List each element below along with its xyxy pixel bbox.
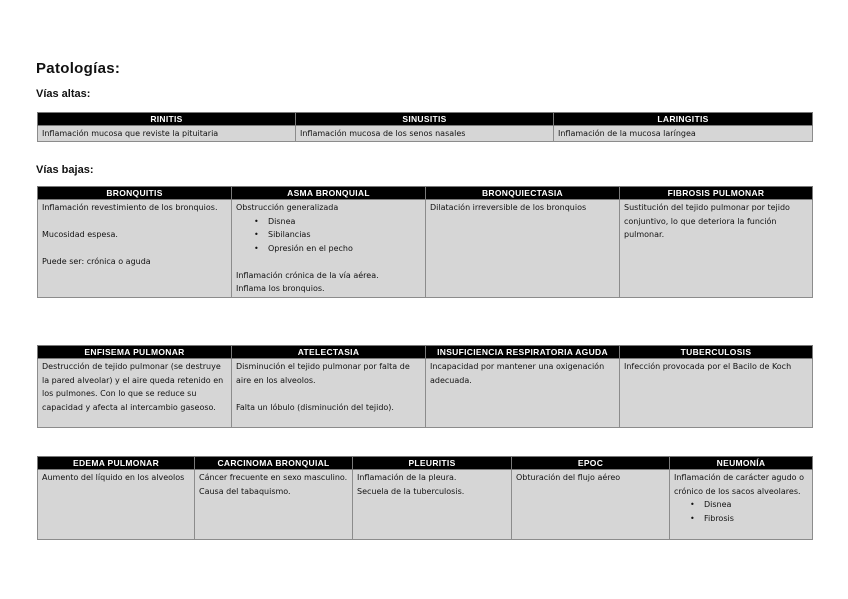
cell-atelectasia: [232, 359, 426, 428]
table-row: [38, 126, 813, 142]
cell-neumonia: [670, 470, 813, 540]
header-bronquitis: BRONQUITIS: [38, 187, 232, 200]
asma-symptom-list: [236, 215, 421, 256]
table-row: [38, 200, 813, 298]
header-pleuritis: PLEURITIS: [353, 457, 512, 470]
list-item: • Sibilancias: [254, 228, 421, 242]
cell-tuberculosis: Infección provocada por el Bacilo de Koch: [620, 359, 813, 428]
bronquitis-type: Puede ser: crónica o aguda: [42, 257, 151, 266]
cell-bronquiectasia: Dilatación irreversible de los bronquios: [426, 200, 620, 298]
pleuritis-cause: Secuela de la tuberculosis.: [357, 486, 465, 496]
table-row: [38, 470, 813, 540]
table-header-row: [38, 457, 813, 470]
table-header-row: [38, 187, 813, 200]
asma-intro: Obstrucción generalizada: [236, 203, 339, 212]
cell-asma-bronquial: [232, 200, 426, 298]
table-row: [38, 359, 813, 428]
cell-sinusitis: Inflamación mucosa de los senos nasales: [296, 126, 554, 142]
header-epoc: EPOC: [512, 457, 670, 470]
carcinoma-definition: Cáncer frecuente en sexo masculino.: [199, 473, 348, 482]
cell-bronquitis: [38, 200, 232, 298]
header-asma-bronquial: ASMA BRONQUIAL: [232, 187, 426, 200]
upper-airways-heading: Vías altas:: [36, 88, 91, 100]
list-item: • Fibrosis: [690, 512, 808, 526]
cell-insuficiencia-respiratoria: Incapacidad por mantener una oxigenación adecuada.: [426, 359, 620, 428]
header-atelectasia: ATELECTASIA: [232, 346, 426, 359]
page-title: Patologías:: [36, 60, 121, 77]
asma-line-2: Inflama los bronquios.: [236, 284, 325, 293]
header-neumonia: NEUMONÍA: [670, 457, 813, 470]
pleuritis-definition: Inflamación de la pleura.: [357, 473, 457, 482]
header-tuberculosis: TUBERCULOSIS: [620, 346, 813, 359]
cell-enfisema-pulmonar: Destrucción de tejido pulmonar (se destruye la pared alveolar) y el aire queda retenido en los pulmones. Con lo que se reduce su capacidad y afecta al intercambio gaseoso.: [38, 359, 232, 428]
cell-rinitis: Inflamación mucosa que reviste la pituitaria: [38, 126, 296, 142]
header-sinusitis: SINUSITIS: [296, 113, 554, 126]
cell-edema-pulmonar: Aumento del líquido en los alveolos: [38, 470, 195, 540]
upper-airways-table: [37, 112, 813, 142]
header-fibrosis-pulmonar: FIBROSIS PULMONAR: [620, 187, 813, 200]
header-edema-pulmonar: EDEMA PULMONAR: [38, 457, 195, 470]
bronquitis-note: Mucosidad espesa.: [42, 230, 118, 239]
lower-airways-table-2: [37, 345, 813, 428]
list-item: • Opresión en el pecho: [254, 242, 421, 256]
list-item: • Disnea: [690, 498, 808, 512]
cell-laringitis: Inflamación de la mucosa laríngea: [554, 126, 813, 142]
cell-epoc: Obturación del flujo aéreo: [512, 470, 670, 540]
lower-airways-heading: Vías bajas:: [36, 164, 94, 176]
table-header-row: [38, 113, 813, 126]
cell-pleuritis: [353, 470, 512, 540]
table-header-row: [38, 346, 813, 359]
bronquitis-definition: Inflamación revestimiento de los bronquios.: [42, 203, 218, 212]
header-enfisema-pulmonar: ENFISEMA PULMONAR: [38, 346, 232, 359]
asma-line-1: Inflamación crónica de la vía aérea.: [236, 270, 379, 280]
atelectasia-definition: Disminución el tejido pulmonar por falta de aire en los alveolos.: [236, 362, 410, 385]
lower-airways-table-3: [37, 456, 813, 540]
header-laringitis: LARINGITIS: [554, 113, 813, 126]
cell-fibrosis-pulmonar: Sustitución del tejido pulmonar por tejido conjuntivo, lo que deteriora la función pulmonar.: [620, 200, 813, 298]
lower-airways-table-1: [37, 186, 813, 298]
neumonia-symptom-list: [674, 498, 808, 525]
cell-carcinoma-bronquial: [195, 470, 353, 540]
header-rinitis: RINITIS: [38, 113, 296, 126]
carcinoma-cause: Causa del tabaquismo.: [199, 486, 291, 496]
header-insuficiencia-respiratoria: INSUFICIENCIA RESPIRATORIA AGUDA: [426, 346, 620, 359]
neumonia-definition: Inflamación de carácter agudo o crónico de los sacos alveolares.: [674, 473, 804, 496]
header-carcinoma-bronquial: CARCINOMA BRONQUIAL: [195, 457, 353, 470]
list-item: • Disnea: [254, 215, 421, 229]
atelectasia-note: Falta un lóbulo (disminución del tejido).: [236, 402, 394, 412]
header-bronquiectasia: BRONQUIECTASIA: [426, 187, 620, 200]
